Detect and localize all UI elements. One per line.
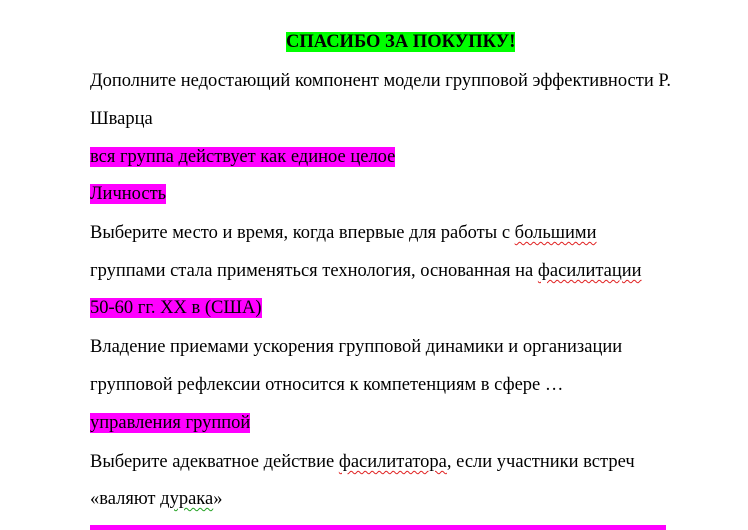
- question-3-line-2: групповой рефлексии относится к компетенциям в сфере …: [90, 375, 564, 395]
- question-4-text-1a: Выберите адекватное действие: [90, 452, 339, 472]
- answer-1-text-1: вся группа действует как единое целое: [90, 147, 396, 167]
- question-2-text-1: Выберите место и время, когда впервые для работы с: [90, 223, 515, 243]
- question-1-line-2: Шварца: [90, 109, 153, 129]
- answer-1-line-2: [90, 183, 166, 206]
- answer-1-line-1: [90, 146, 395, 169]
- spelling-mark-bolshimi: большими: [514, 223, 597, 243]
- question-4-line-2: [90, 488, 222, 511]
- question-2-text-2: группами стала применяться технология, основанная на: [90, 261, 538, 281]
- answer-1-text-2: Личность: [90, 184, 167, 204]
- page-title: [286, 31, 515, 54]
- question-2-line-1: [90, 222, 597, 245]
- question-2-line-2: [90, 260, 642, 283]
- question-4-text-2b: »: [213, 489, 223, 509]
- question-3-line-1: Владение приемами ускорения групповой динамики и организации: [90, 337, 623, 357]
- answer-2-line: [90, 297, 262, 320]
- answer-4-highlight-partial: [90, 525, 666, 530]
- answer-3-text: управления группой: [90, 413, 251, 433]
- question-4-text-2a: «валяют: [90, 489, 161, 509]
- title-text: СПАСИБО ЗА ПОКУПКУ!: [286, 32, 516, 52]
- question-4-line-1: [90, 451, 635, 474]
- grammar-mark-duraka: дурака: [160, 489, 214, 509]
- question-4-text-1b: , если участники встреч: [446, 452, 635, 472]
- question-1-line-1: Дополните недостающий компонент модели групповой эффективности Р.: [90, 71, 671, 91]
- answer-2-text: 50-60 гг. XX в (США): [90, 298, 262, 318]
- spelling-mark-fasilitatsii: фасилитации: [537, 261, 642, 281]
- spelling-mark-fasilitatora: фасилитатора: [338, 452, 447, 472]
- answer-3-line: [90, 412, 250, 435]
